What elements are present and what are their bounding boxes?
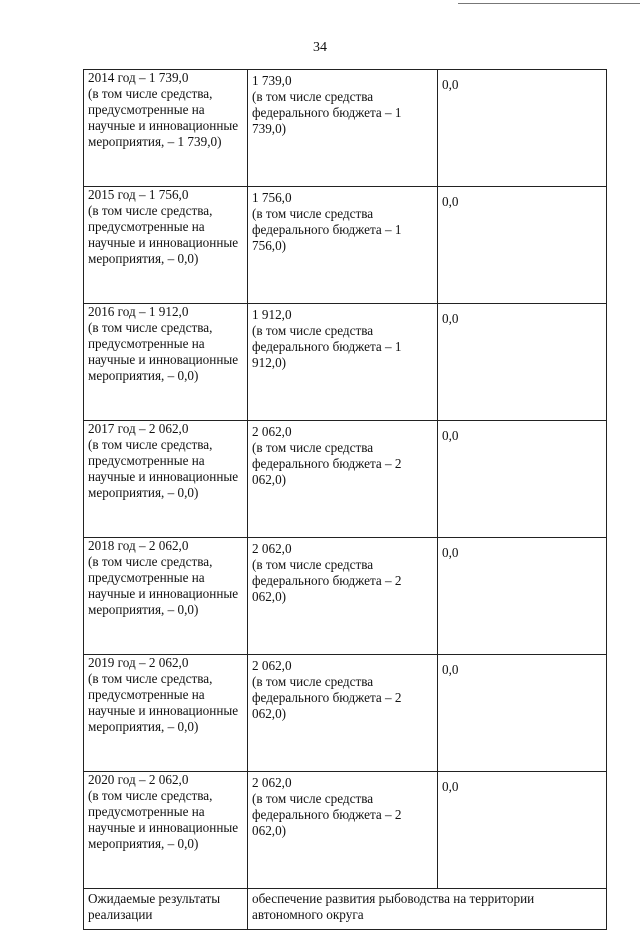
other-sources-cell: 0,0 xyxy=(438,70,607,187)
other-sources-cell: 0,0 xyxy=(438,187,607,304)
table-row xyxy=(84,655,607,772)
year-total-cell: 2019 год – 2 062,0 (в том числе средства, предусмотренные на научные и инновационные мероприятия, – 0,0) xyxy=(84,655,248,772)
financing-table xyxy=(83,69,607,930)
table-row xyxy=(84,304,607,421)
year-total-cell: 2018 год – 2 062,0 (в том числе средства, предусмотренные на научные и инновационные мероприятия, – 0,0) xyxy=(84,538,248,655)
year-total-cell: 2015 год – 1 756,0 (в том числе средства, предусмотренные на научные и инновационные мероприятия, – 0,0) xyxy=(84,187,248,304)
federal-budget-cell: 1 756,0 (в том числе средства федерального бюджета – 1 756,0) xyxy=(248,187,438,304)
expected-results-value: обеспечение развития рыбоводства на территории автономного округа xyxy=(248,889,607,930)
other-sources-cell: 0,0 xyxy=(438,304,607,421)
expected-results-label: Ожидаемые результаты реализации xyxy=(84,889,248,930)
federal-budget-cell: 2 062,0 (в том числе средства федерального бюджета – 2 062,0) xyxy=(248,538,438,655)
top-edge-line xyxy=(458,3,640,4)
page-number: 34 xyxy=(313,40,327,55)
federal-budget-cell: 2 062,0 (в том числе средства федерального бюджета – 2 062,0) xyxy=(248,421,438,538)
federal-budget-cell: 1 739,0 (в том числе средства федерального бюджета – 1 739,0) xyxy=(248,70,438,187)
year-total-cell: 2020 год – 2 062,0 (в том числе средства, предусмотренные на научные и инновационные мероприятия, – 0,0) xyxy=(84,772,248,889)
table-row xyxy=(84,421,607,538)
other-sources-cell: 0,0 xyxy=(438,538,607,655)
federal-budget-cell: 2 062,0 (в том числе средства федерального бюджета – 2 062,0) xyxy=(248,772,438,889)
expected-results-row xyxy=(84,889,607,930)
year-total-cell: 2014 год – 1 739,0 (в том числе средства, предусмотренные на научные и инновационные мероприятия, – 1 739,0) xyxy=(84,70,248,187)
other-sources-cell: 0,0 xyxy=(438,421,607,538)
other-sources-cell: 0,0 xyxy=(438,772,607,889)
table-row xyxy=(84,187,607,304)
year-total-cell: 2016 год – 1 912,0 (в том числе средства, предусмотренные на научные и инновационные мероприятия, – 0,0) xyxy=(84,304,248,421)
table-row xyxy=(84,772,607,889)
federal-budget-cell: 1 912,0 (в том числе средства федерального бюджета – 1 912,0) xyxy=(248,304,438,421)
other-sources-cell: 0,0 xyxy=(438,655,607,772)
federal-budget-cell: 2 062,0 (в том числе средства федерального бюджета – 2 062,0) xyxy=(248,655,438,772)
table-row xyxy=(84,538,607,655)
year-total-cell: 2017 год – 2 062,0 (в том числе средства, предусмотренные на научные и инновационные мероприятия, – 0,0) xyxy=(84,421,248,538)
table-row xyxy=(84,70,607,187)
